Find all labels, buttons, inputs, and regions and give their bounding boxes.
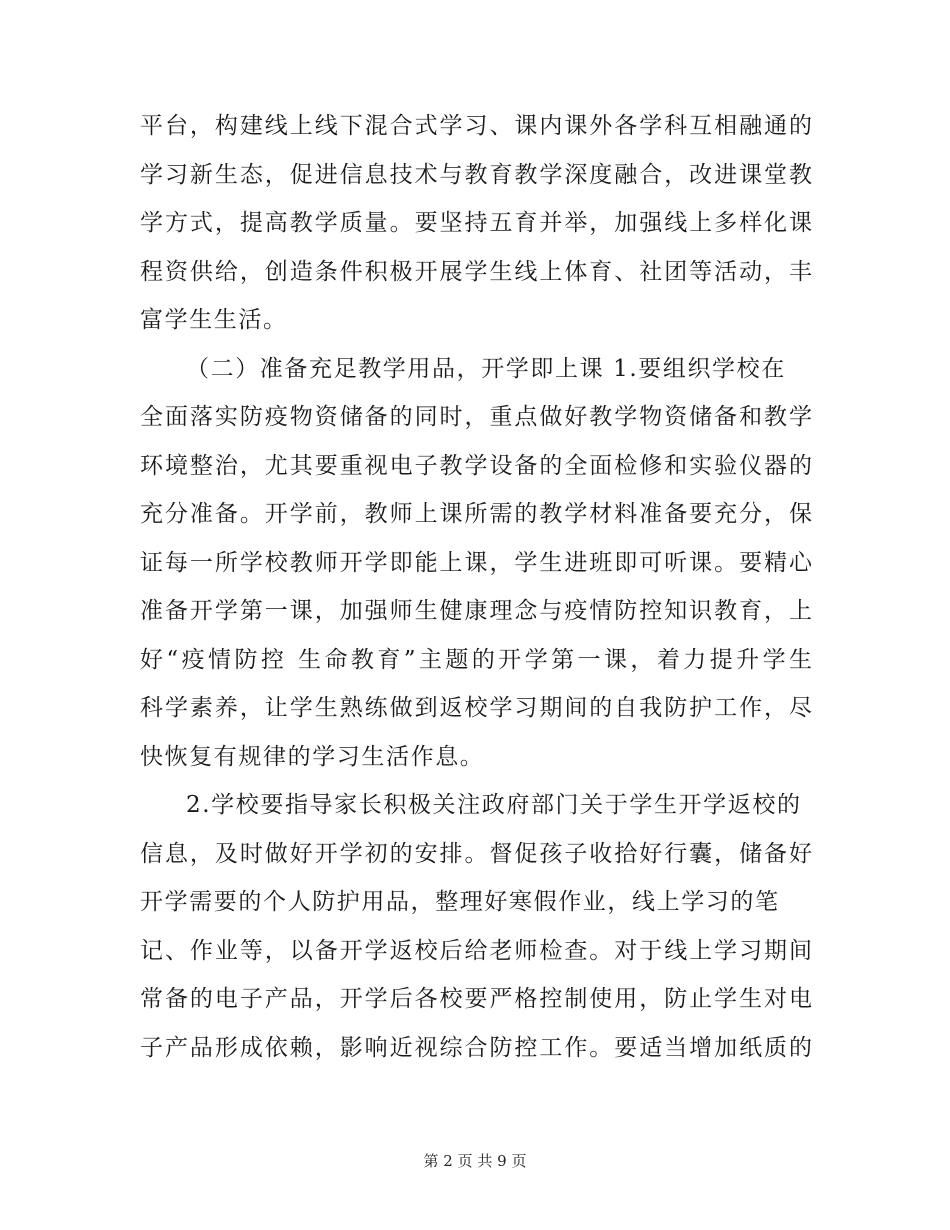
text-line: 信息，及时做好开学初的安排。督促孩子收拾好行囊，储备好 [140,840,812,867]
text-line: 常备的电子产品，开学后各校要严格控制使用，防止学生对电 [140,986,812,1012]
text-line: 充分准备。开学前，教师上课所需的教学材料准备要充分，保 [140,501,812,527]
text-line: 快恢复有规律的学习生活作息。 [140,743,485,770]
text-line: 环境整治，尤其要重视电子教学设备的全面检修和实验仪器的 [140,452,812,479]
text-line: 程资供给，创造条件积极开展学生线上体育、社团等活动，丰 [140,258,812,285]
text-line: 全面落实防疫物资储备的同时，重点做好教学物资储备和教学 [140,404,812,430]
text-line: 子产品形成依赖，影响近视综合防控工作。要适当增加纸质的 [140,1034,812,1061]
text-line: （二）准备充足教学用品，开学即上课 1.要组织学校在 [186,355,786,382]
text-line: 平台，构建线上线下混合式学习、课内课外各学科互相融通的 [140,113,812,139]
document-body [140,102,812,1072]
text-line: 记、作业等，以备开学返校后给老师检查。对于线上学习期间 [140,937,812,964]
text-line: 学方式，提高教学质量。要坚持五育并举，加强线上多样化课 [140,210,812,236]
text-line: 好“疫情防控 生命教育”主题的开学第一课，着力提升学生 [140,646,812,673]
text-line: 准备开学第一课，加强师生健康理念与疫情防控知识教育，上 [140,598,812,624]
text-line: 科学素养，让学生熟练做到返校学习期间的自我防护工作，尽 [140,695,812,721]
text-line: 学习新生态，促进信息技术与教育教学深度融合，改进课堂教 [140,161,812,188]
text-line: 2.学校要指导家长积极关注政府部门关于学生开学返校的 [186,792,802,818]
text-line: 证每一所学校教师开学即能上课，学生进班即可听课。要精心 [140,549,812,576]
text-line: 开学需要的个人防护用品，整理好寒假作业，线上学习的笔 [140,889,780,915]
text-line: 富学生生活。 [140,307,288,333]
page-number-footer: 第 2 页 共 9 页 [423,1152,527,1170]
